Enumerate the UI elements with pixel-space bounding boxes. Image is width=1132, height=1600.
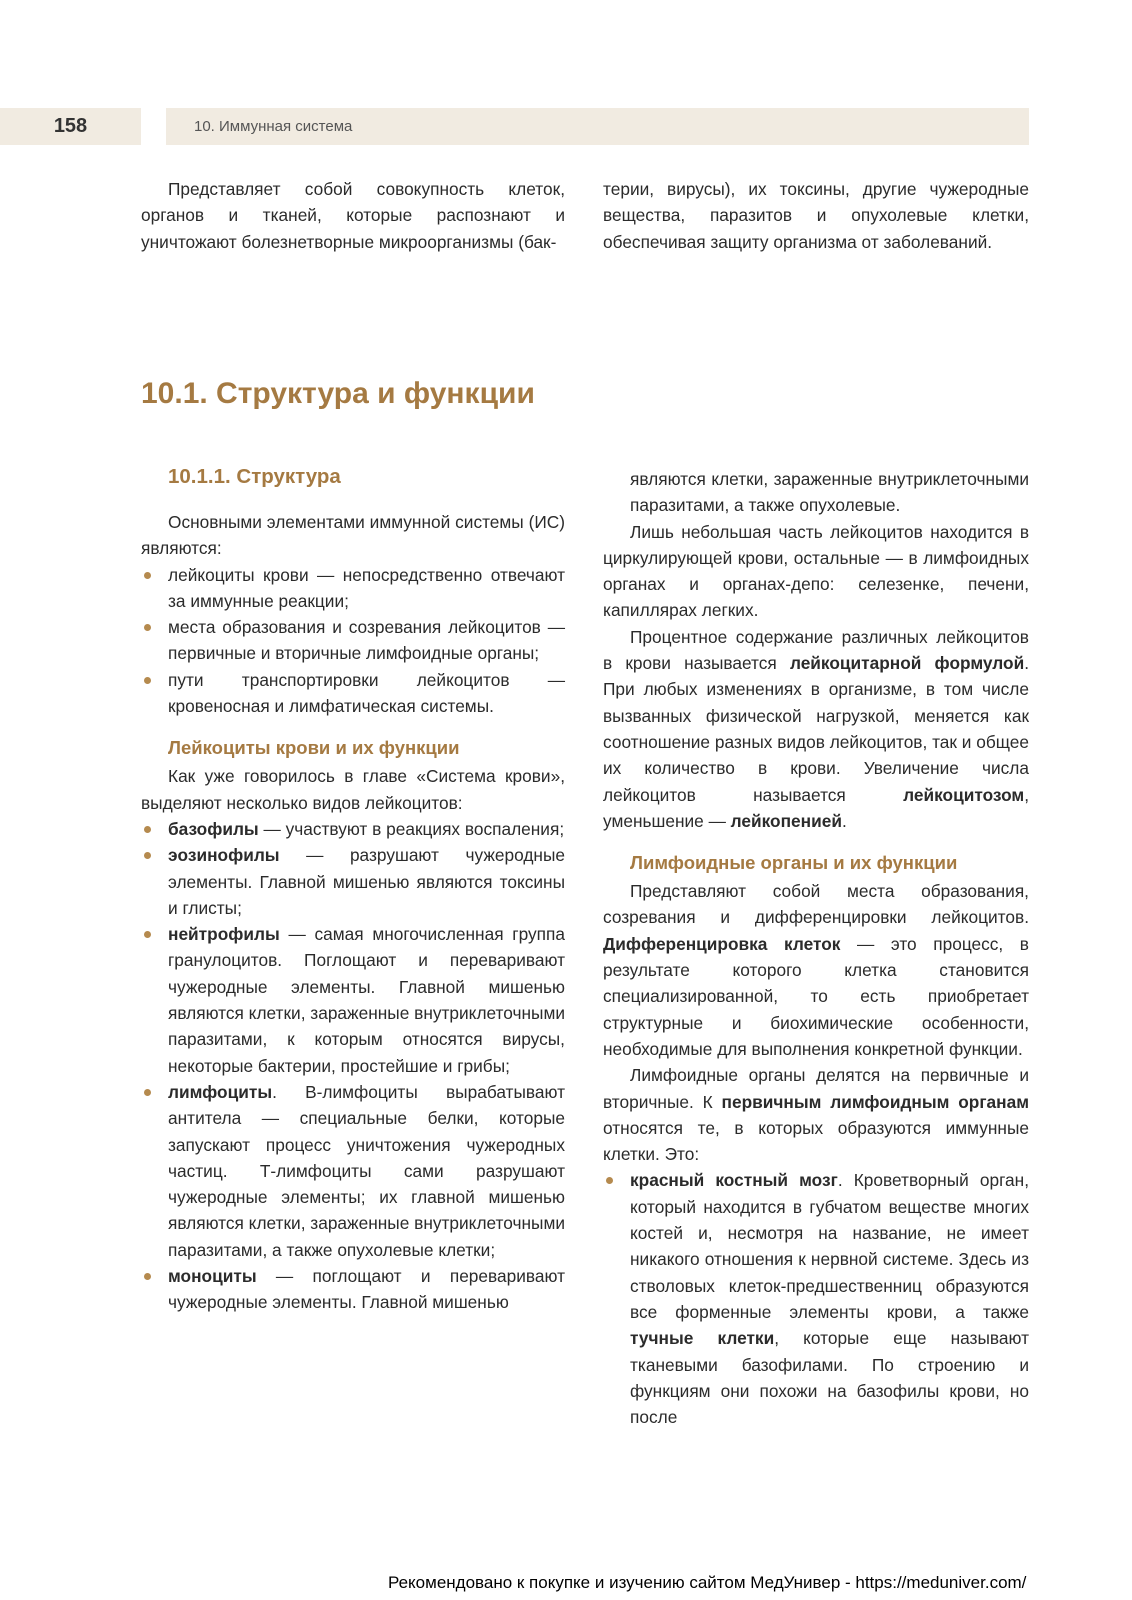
- intro-right-column: [603, 176, 1029, 255]
- list-item: нейтрофилы — самая многочисленная группа гранулоцитов. Поглощают и переваривают чужеродные элементы. Главной мишенью являются клетки, зараженные внутриклеточными паразитами, к которым относятся вирусы, некоторые бактерии, простейшие и грибы;: [141, 921, 565, 1079]
- term: моноциты: [168, 1266, 257, 1287]
- running-header: 10. Иммунная система: [166, 108, 1029, 145]
- section-title: 10.1. Структура и функции: [141, 377, 535, 410]
- list-item: моноциты — поглощают и переваривают чужеродные элементы. Главной мишенью: [141, 1263, 565, 1316]
- leukocytes-list: [141, 816, 565, 1316]
- page-number: 158: [0, 108, 141, 145]
- paragraph: Лимфоидные органы делятся на первичные и вторичные. К первичным лимфоидным органам относятся те, в которых образуются иммунные клетки. Это:: [603, 1065, 1030, 1165]
- lymphoid-list: [603, 1167, 1029, 1430]
- footer-recommendation: Рекомендовано к покупке и изучению сайтом МедУнивер - https://meduniver.com/: [388, 1573, 1027, 1592]
- left-column: [141, 462, 565, 1316]
- term: нейтрофилы: [168, 924, 280, 945]
- structure-list: [141, 562, 565, 720]
- leukocytes-intro: Как уже говорилось в главе «Система крови», выделяют несколько видов лейкоцитов:: [141, 766, 565, 813]
- list-item: пути транспортировки лейкоцитов — кровеносная и лимфатическая системы.: [141, 667, 565, 720]
- list-item: базофилы — участвуют в реакциях воспаления;: [141, 816, 565, 842]
- right-column: [603, 466, 1029, 1430]
- structure-intro: Основными элементами иммунной системы (ИС) являются:: [141, 512, 565, 559]
- paragraph: Лишь небольшая часть лейкоцитов находится в циркулирующей крови, остальные — в лимфоидных органах и органах-депо: селезенке, печени, капиллярах легких.: [603, 521, 1029, 621]
- list-item: красный костный мозг. Кроветворный орган, который находится в губчатом веществе многих костей и, несмотря на название, не имеет никакого отношения к нервной системе. Здесь из стволовых клеток-предшественниц образуются все форменные элементы крови, а также тучные клетки, которые еще называют тканевыми базофилами. По строению и функциям они похожи на базофилы крови, но после: [603, 1167, 1029, 1430]
- term: эозинофилы: [168, 845, 280, 866]
- term: базофилы: [168, 818, 259, 839]
- list-item: лейкоциты крови — непосредственно отвечают за иммунные реакции;: [141, 562, 565, 615]
- intro-paragraph-right: терии, вирусы), их токсины, другие чужеродные вещества, паразитов и опухолевые клетки, обеспечивая защиту организма от заболеваний.: [603, 179, 1029, 252]
- continued-text: являются клетки, зараженные внутриклеточными паразитами, а также опухолевые.: [630, 469, 1029, 516]
- paragraph: Процентное содержание различных лейкоцитов в крови называется лейкоцитарной формулой. При любых изменениях в организме, в том числе вызванных физической нагрузкой, меняется как соотношение разных видов лейкоцитов, так и общее их количество в крови. Увеличение числа лейкоцитов называется лейкоцитозом, уменьшение — лейкопенией.: [603, 626, 1030, 831]
- intro-paragraph-left: Представляет собой совокупность клеток, органов и тканей, которые распознают и уничтожают болезнетворные микроорганизмы (бак-: [141, 179, 565, 252]
- list-item: лимфоциты. В-лимфоциты вырабатывают антитела — специальные белки, которые запускают процесс уничтожения чужеродных частиц. Т-лимфоциты сами разрушают чужеродные элементы; их главной мишенью являются клетки, зараженные внутриклеточными паразитами, а также опухолевые клетки;: [141, 1079, 565, 1263]
- leukocytes-heading: Лейкоциты крови и их функции: [168, 737, 460, 759]
- list-item: места образования и созревания лейкоцитов — первичные и вторичные лимфоидные органы;: [141, 614, 565, 667]
- list-item: эозинофилы — разрушают чужеродные элементы. Главной мишенью являются токсины и глисты;: [141, 842, 565, 921]
- term: лимфоциты: [168, 1081, 273, 1102]
- paragraph: Представляют собой места образования, созревания и дифференцировки лейкоцитов. Дифференцировка клеток — это процесс, в результате которого клетка становится специализированной, то есть приобретает структурные и биохимические особенности, необходимые для выполнения конкретной функции.: [603, 881, 1029, 1059]
- intro-left-column: [141, 176, 565, 255]
- subsection-title: 10.1.1. Структура: [168, 465, 341, 488]
- lymphoid-heading: Лимфоидные органы и их функции: [630, 852, 958, 874]
